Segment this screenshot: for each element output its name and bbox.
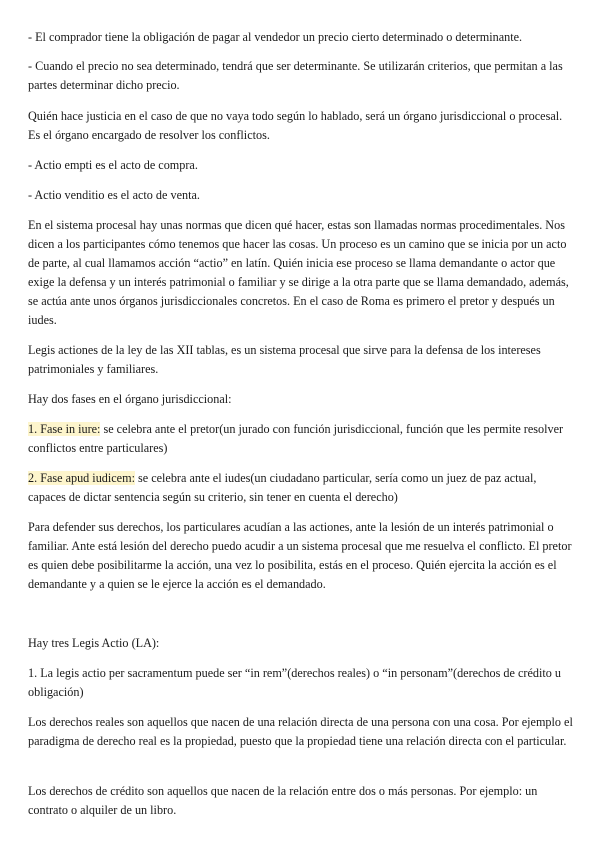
paragraph-sacramentum: 1. La legis actio per sacramentum puede ser “in rem”(derechos reales) o “in personam”(derechos de crédito u obligación) [28, 666, 561, 699]
highlighted-term: 2. Fase apud iudicem: [28, 471, 135, 485]
paragraph-precio: - Cuando el precio no sea determinado, tendrá que ser determinante. Se utilizarán criterios, que permitan a las partes determinar dicho precio. [28, 59, 563, 92]
paragraph-sistema-procesal: En el sistema procesal hay unas normas que dicen qué hacer, estas son llamadas normas procedimentales. Nos dicen a los participantes cómo tenemos que hacer las cosas. Un proceso es un camino que se inicia por un acto de parte, al cual llamamos acción “actio” en latín. Quién inicia ese proceso se llama demandante o actor que exige la defensa y un interés patrimonial o familiar y se dirige a la otra parte que se llama demandado, además, se actúa ante unos órganos jurisdiccionales concretos. En el caso de Roma es primero el pretor y después un iudes. [28, 218, 569, 327]
paragraph-derechos-reales: Los derechos reales son aquellos que nacen de una relación directa de una persona con una cosa. Por ejemplo el paradigma de derecho real es la propiedad, puesto que la propiedad tiene una relación directa con el particular. [28, 715, 573, 748]
paragraph-organo: Quién hace justicia en el caso de que no vaya todo según lo hablado, será un órgano jurisdiccional o procesal. Es el órgano encargado de resolver los conflictos. [28, 109, 563, 142]
paragraph-defender-derechos: Para defender sus derechos, los particulares acudían a las actiones, ante la lesión de un interés patrimonial o familiar. Ante está lesión del derecho puedo acudir a un sistema procesal que me resuelva el conflicto. El pretor es quien debe posibilitarme la acción, una vez lo posibilita, estás en el proceso. Quién ejercita la acción es el demandante y a quien se le ejerce la acción es el demandado. [28, 520, 572, 591]
paragraph-fase-in-iure [28, 420, 576, 458]
paragraph-comprador: - El comprador tiene la obligación de pagar al vendedor un precio cierto determinado o determinante. [28, 30, 523, 44]
term-description: se celebra ante el iudes(un ciudadano particular, sería como un juez de paz actual, capaces de dictar sentencia según su criterio, sin tener en cuenta el derecho) [28, 471, 537, 504]
paragraph-legis-actiones: Legis actiones de la ley de las XII tablas, es un sistema procesal que sirve para la defensa de los intereses patrimoniales y familiares. [28, 343, 541, 376]
paragraph-derechos-credito: Los derechos de crédito son aquellos que nacen de la relación entre dos o más personas. Por ejemplo: un contrato o alquiler de un libro. [28, 784, 538, 817]
paragraph-actio-empti: - Actio empti es el acto de compra. [28, 158, 198, 172]
highlighted-term: 1. Fase in iure: [28, 422, 101, 436]
paragraph-tres-legis-actio: Hay tres Legis Actio (LA): [28, 636, 160, 650]
paragraph-fase-apud-iudicem [28, 469, 576, 507]
term-description: se celebra ante el pretor(un jurado con función jurisdiccional, función que les permite resolver conflictos entre particulares) [28, 422, 564, 455]
paragraph-actio-venditio: - Actio venditio es el acto de venta. [28, 188, 200, 202]
paragraph-dos-fases: Hay dos fases en el órgano jurisdiccional: [28, 392, 232, 406]
